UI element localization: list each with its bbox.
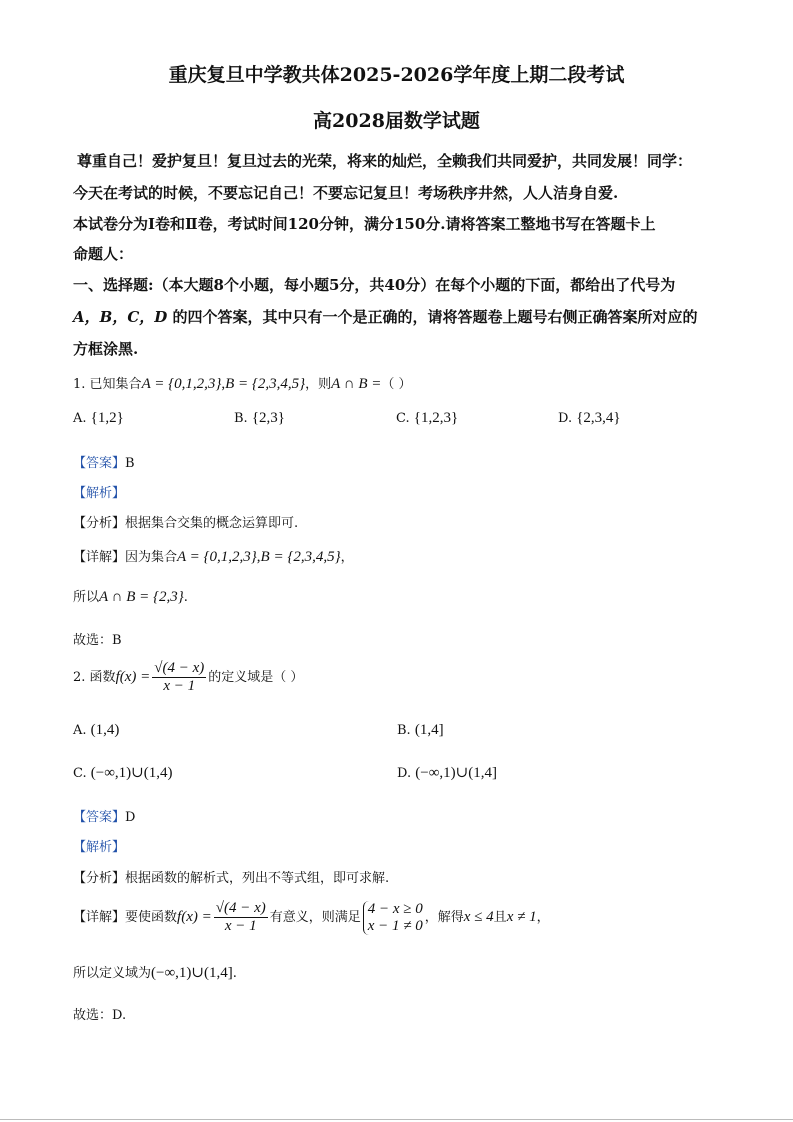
q2-domain (73, 962, 237, 982)
q2-answer (73, 806, 135, 825)
detail-end: ， (536, 910, 550, 925)
q1-option-a (73, 410, 124, 427)
detail-text: 因为集合 (125, 550, 178, 565)
intro-line-3: 本试卷分为Ⅰ卷和Ⅱ卷，考试时间120分钟，满分150分.请将答案工整地书写在答题卡上 (73, 215, 656, 233)
option-value: (1,4] (414, 722, 444, 738)
set-a-expression: A = {0,1,2,3} (177, 549, 257, 565)
option-label: D. (397, 766, 412, 781)
question-1 (73, 373, 412, 393)
fraction-numerator: √(4 − x) (215, 900, 266, 916)
detail-text: ，解得 (424, 910, 464, 925)
answer-tag: 【答案】 (73, 810, 126, 825)
function-fraction (214, 900, 268, 935)
conclusion-end: . (183, 590, 188, 605)
answer-value: B (125, 456, 135, 471)
q1-option-c (396, 410, 458, 427)
page-bottom-divider (0, 1119, 793, 1120)
set-b-expression: B = {2,3,4,5} (260, 549, 341, 565)
q2-option-c (73, 763, 172, 782)
option-value: (−∞,1)∪(1,4) (90, 765, 173, 781)
option-label: C. (73, 766, 87, 781)
system-line-2: x − 1 ≠ 0 (367, 917, 423, 934)
option-value: {2,3,4} (576, 410, 621, 426)
fraction-denominator: x − 1 (224, 918, 257, 934)
section-heading-line-1: 一、选择题:（本大题8个小题，每小题5分，共40分）在每个小题的下面，都给出了代号为 (73, 276, 676, 294)
q2-option-b (397, 722, 444, 739)
q1-option-d (558, 410, 621, 427)
conclusion-prefix: 所以 (73, 590, 100, 605)
intro-line-4: 命题人： (73, 245, 134, 263)
detail-tag: 【详解】 (73, 910, 126, 925)
q1-answer (73, 452, 135, 471)
answer-blank: （ ） (381, 377, 412, 392)
set-b-expression: B = {2,3,4,5} (225, 376, 306, 392)
answer-tag: 【答案】 (73, 456, 126, 471)
fenxi-tag: 【分析】 (73, 516, 126, 531)
option-label: D. (558, 411, 573, 426)
question-number: 1. (73, 377, 86, 392)
domain-value: (−∞,1)∪(1,4] (151, 965, 233, 981)
function-lhs: f(x) = (177, 909, 212, 925)
q1-choice: 故选：B (73, 633, 122, 648)
fenxi-tag: 【分析】 (73, 871, 126, 886)
detail-text: 有意义，则满足 (269, 910, 361, 925)
fraction-numerator: √(4 − x) (154, 660, 205, 676)
fraction-denominator: x − 1 (163, 678, 196, 694)
separator: , (221, 376, 226, 392)
option-value: {2,3} (251, 410, 285, 426)
question-text: ，则 (305, 377, 332, 392)
option-label: B. (234, 411, 248, 426)
answer-value: D (125, 810, 136, 825)
detail-text: 要使函数 (125, 910, 178, 925)
q1-analysis-tag: 【解析】 (73, 486, 126, 501)
question-2 (73, 660, 303, 695)
conjunction: 且 (493, 910, 507, 925)
intersection-expression: A ∩ B = (331, 376, 382, 392)
option-label: C. (396, 411, 410, 426)
q2-choice: 故选：D. (73, 1008, 127, 1023)
page-title: 重庆复旦中学教共体2025-2026学年度上期二段考试 (168, 64, 625, 86)
q2-fenxi (73, 867, 389, 886)
domain-end: . (232, 966, 237, 981)
question-number: 2. (73, 670, 86, 685)
page-subtitle: 高2028届数学试题 (313, 110, 480, 132)
option-label: A. (73, 411, 87, 426)
section-heading-line-2 (73, 306, 698, 327)
intro-line-1: 尊重自己！爱护复旦！复旦过去的光荣，将来的灿烂，全赖我们共同爱护，共同发展！同学： (77, 152, 693, 170)
condition-2: x ≠ 1 (506, 909, 537, 925)
q1-option-b (234, 410, 285, 427)
system-line-1: 4 − x ≥ 0 (367, 900, 423, 917)
option-label: A. (73, 723, 87, 738)
fenxi-text: 根据函数的解析式，列出不等式组，即可求解. (125, 871, 390, 886)
function-lhs: f(x) = (115, 669, 151, 685)
option-label: B. (397, 723, 411, 738)
option-value: {1,2,3} (413, 410, 459, 426)
option-value: (1,4) (90, 722, 120, 738)
inequality-system (363, 901, 423, 935)
question-text: 函数 (89, 670, 116, 685)
detail-end: ， (340, 550, 354, 565)
function-fraction (152, 660, 206, 695)
detail-tag: 【详解】 (73, 550, 126, 565)
q1-detail: 【详解】因为集合A = {0,1,2,3},B = {2,3,4,5}， (73, 549, 354, 565)
question-text: 已知集合 (89, 377, 142, 392)
q2-analysis-tag: 【解析】 (73, 840, 126, 855)
section-heading-line-3: 方框涂黑. (73, 340, 139, 358)
fenxi-text: 根据集合交集的概念运算即可. (125, 516, 299, 531)
option-value: {1,2} (90, 410, 124, 426)
intro-line-2: 今天在考试的时候，不要忘记自己！不要忘记复旦！考场秩序井然，人人洁身自爱. (73, 184, 619, 202)
option-letters: A，B，C，D (73, 308, 168, 326)
q2-option-d (397, 763, 497, 782)
q1-fenxi (73, 512, 298, 531)
q2-option-a (73, 722, 119, 739)
domain-prefix: 所以定义域为 (73, 966, 152, 981)
option-value: (−∞,1)∪(1,4] (415, 765, 497, 781)
q2-detail (73, 900, 550, 935)
question-text-suffix: 的定义域是（ ） (208, 670, 304, 685)
section-heading-line-2-text: 的四个答案，其中只有一个是正确的，请将答题卷上题号右侧正确答案所对应的 (172, 308, 698, 326)
q1-conclusion (73, 586, 188, 606)
set-a-expression: A = {0,1,2,3} (141, 376, 222, 392)
condition-1: x ≤ 4 (463, 909, 494, 925)
conclusion-expression: A ∩ B = {2,3} (99, 589, 184, 605)
